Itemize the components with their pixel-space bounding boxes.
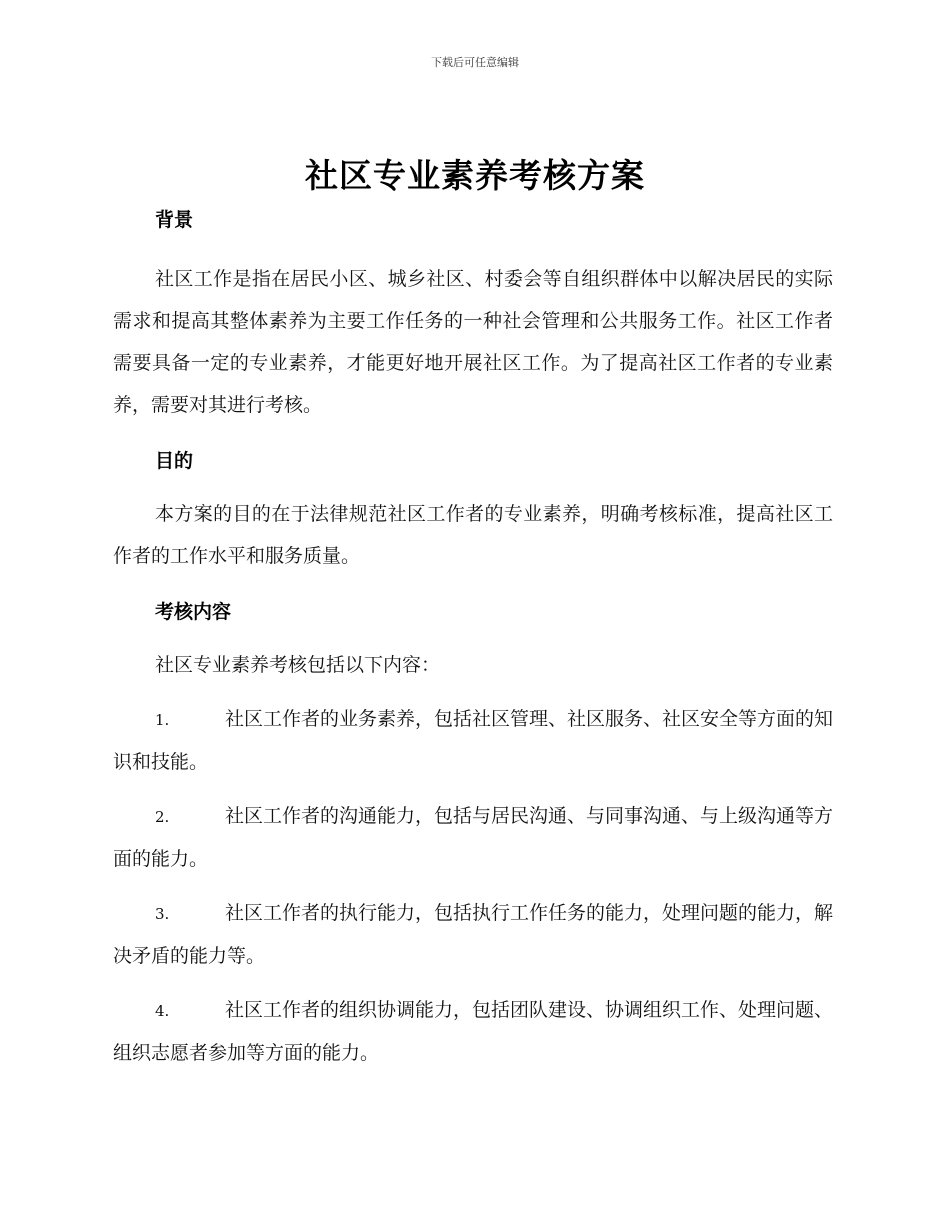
section-heading-background: 背景 — [155, 209, 194, 231]
list-item-number: 3. — [155, 905, 170, 923]
assessment-intro-paragraph: 社区专业素养考核包括以下内容： — [155, 654, 441, 676]
list-item — [113, 698, 833, 783]
list-item-number: 4. — [155, 1002, 170, 1020]
document-body — [113, 205, 833, 1074]
list-item-number: 1. — [155, 711, 170, 729]
background-paragraph: 社区工作是指在居民小区、城乡社区、村委会等自组织群体中以解决居民的实际需求和提高其整体素养为主要工作任务的一种社会管理和公共服务工作。社区工作者需要具备一定的专业素养，才能更好地开展社区工作。为了提高社区工作者的专业素养，需要对其进行考核。 — [113, 268, 833, 416]
document-title: 社区专业素养考核方案 — [305, 156, 645, 195]
section-heading-purpose: 目的 — [155, 450, 194, 472]
section-heading-assessment-content: 考核内容 — [155, 601, 232, 623]
list-item-text: 社区工作者的沟通能力，包括与居民沟通、与同事沟通、与上级沟通等方面的能力。 — [113, 805, 834, 870]
list-item-text: 社区工作者的执行能力，包括执行工作任务的能力，处理问题的能力，解决矛盾的能力等。 — [113, 902, 834, 967]
list-item — [113, 989, 833, 1074]
list-item — [113, 892, 833, 977]
list-item-text: 社区工作者的业务素养，包括社区管理、社区服务、社区安全等方面的知识和技能。 — [113, 708, 834, 773]
purpose-paragraph: 本方案的目的在于法律规范社区工作者的专业素养，明确考核标准，提高社区工作者的工作水平和服务质量。 — [113, 503, 833, 567]
header-note: 下载后可任意编辑 — [431, 56, 519, 69]
list-item-text: 社区工作者的组织协调能力，包括团队建设、协调组织工作、处理问题、组织志愿者参加等方面的能力。 — [113, 999, 834, 1064]
list-item — [113, 795, 833, 880]
list-item-number: 2. — [155, 808, 170, 826]
